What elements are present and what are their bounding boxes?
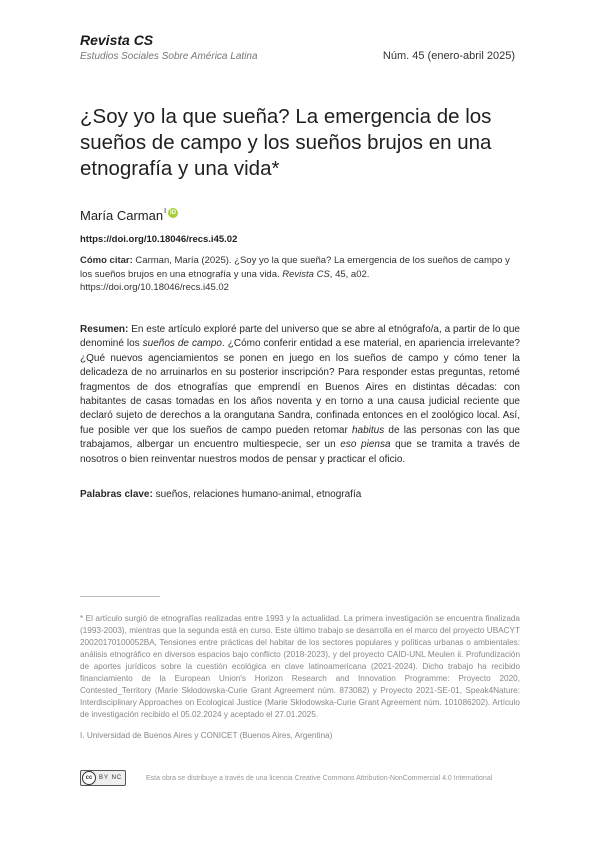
cc-badge-terms: BY NC: [99, 775, 123, 781]
journal-subtitle: Estudios Sociales Sobre América Latina: [80, 51, 258, 62]
keywords-label: Palabras clave:: [80, 489, 153, 500]
doi-link[interactable]: https://doi.org/10.18046/recs.i45.02: [80, 234, 238, 245]
citation: [80, 254, 520, 295]
abstract-text-1: En este artículo exploré parte del universo que se abre al etnógrafo/a, a partir de lo que denominé los: [80, 324, 520, 350]
keywords: [80, 489, 520, 500]
abstract-label: Resumen:: [80, 324, 129, 335]
footnote-star: * El artículo surgió de etnografías realizadas entre 1993 y la actualidad. La primera investigación se encuentra finalizada (1993-2003), mientras que la segunda está en curso. Este último trabajo se desarrolla en el marco del proyecto UBACYT 20020170100052BA, Tensiones entre prácticas del habitar de los sectores populares y políticas urbanas o ambientales: análisis etnográfico en diversos espacios bajo conflicto (2018-2023), y del proyecto CAID-UNL Meulen ii. Profundización de aportes jurídicos sobre la cuestión ecológica en clave latinoamericana (2021-2024). Dicho trabajo ha recibido financiamiento de la European Union's Horizon Research and Innovation Programme: Proyecto 2020, Contested_Territory (Marie Skłodowska-Curie Grant Agreement núm. 873082) y Proyecto 2021-SE-01, Speak4Nature: Interdisciplinary Approaches on Ecological Justice (Marie Skłodowska-Curie Grant Agreement núm. 101086202). Artículo de investigación recibido el 05.02.2024 y aceptado el 27.01.2025.: [80, 614, 520, 719]
abstract-emphasis-1: sueños de campo: [142, 338, 222, 350]
citation-text-end: , 45, a02. https://doi.org/10.18046/recs.i45.02: [80, 268, 370, 293]
cc-logo: cc: [82, 771, 96, 785]
footnote-affiliation: I. Universidad de Buenos Aires y CONICET (Buenos Aires, Argentina): [80, 731, 333, 740]
issue-number: Núm. 45 (enero-abril 2025): [382, 50, 515, 62]
author-name[interactable]: María Carman: [80, 208, 164, 223]
citation-text: Carman, María (2025). ¿Soy yo la que sueña? La emergencia de los sueños de campo y los sueños brujos en una etnografía y una vida.: [80, 255, 510, 280]
abstract-text-3: de las personas con las que trabajamos, albergar un encuentro multiespecie, ser un: [80, 424, 520, 451]
citation-label: Cómo citar:: [80, 255, 133, 266]
author-line: [80, 208, 178, 223]
orcid-icon[interactable]: iD: [170, 209, 177, 216]
license-row: [80, 770, 492, 786]
article-title: ¿Soy yo la que sueña? La emergencia de los sueños de campo y los sueños brujos en una etnografía y una vida*: [80, 105, 492, 180]
author-affiliation-marker: I: [164, 208, 167, 215]
abstract-emphasis-3: eso piensa: [340, 439, 391, 451]
keywords-list: sueños, relaciones humano-animal, etnografía: [152, 489, 362, 500]
cc-license-icon[interactable]: [80, 770, 126, 786]
abstract: [80, 323, 520, 467]
abstract-emphasis-2: habitus: [352, 424, 385, 436]
citation-journal: Revista CS: [282, 268, 330, 280]
license-text: Esta obra se distribuye a través de una licencia Creative Commons Attribution-NonCommercial 4.0 International: [146, 774, 493, 782]
abstract-text-4: que se tramita a través de nosotros o bien reinventar nuestros modos de pensar y practicar el oficio.: [80, 439, 520, 465]
journal-title: Revista CS: [80, 32, 154, 48]
footnote-divider: [80, 596, 160, 597]
abstract-text-2: . ¿Cómo conferir entidad a ese material, en apariencia irrelevante? ¿Qué nuevos agenciamientos se ponen en juego en los sueños de campo y cómo tener la delicadeza de no arruinarlos en su posterior inscripción? Para responder estas preguntas, retomé fragmentos de dos etnografías que emprendí en Buenos Aires en distintas décadas: con habitantes de casas tomadas en los años noventa y en torno a una causa judicial reciente que declaró sujeto de derechos a la orangutana Sandra, confinada entonces en el zoológico local. Así, fue posible ver que los sueños de campo pueden retomar: [80, 338, 520, 436]
